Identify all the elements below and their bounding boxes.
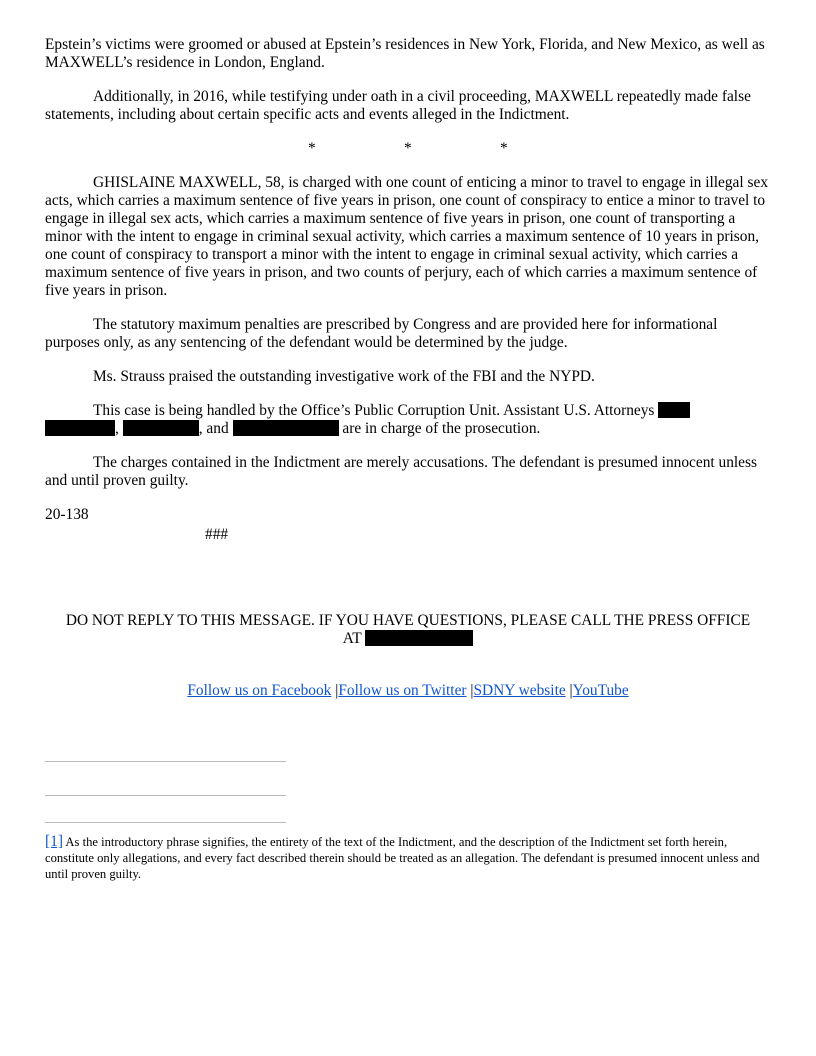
section-separator [45, 140, 773, 158]
paragraph-perjury: Additionally, in 2016, while testifying under oath in a civil proceeding, MAXWELL repeatedly made false statements, including about certain specific acts and events alleged in the Indictment. [45, 88, 751, 123]
redaction-box [233, 420, 339, 436]
separator-star: * [500, 140, 508, 157]
paragraph-prosecutors [45, 402, 773, 438]
notice-at: AT [342, 630, 362, 647]
twitter-link[interactable]: Follow us on Twitter [338, 682, 467, 699]
horizontal-rule [45, 795, 286, 796]
footnote [45, 834, 773, 882]
paragraph-presumption: The charges contained in the Indictment are merely accusations. The defendant is presumed innocent unless and until proven guilty. [45, 454, 757, 489]
link-divider: | [470, 682, 474, 699]
redaction-box [658, 402, 690, 418]
prosecutors-end: are in charge of the prosecution. [342, 420, 541, 437]
press-release-body [45, 36, 773, 544]
link-divider: | [335, 682, 339, 699]
horizontal-rule [45, 822, 286, 823]
facebook-link[interactable]: Follow us on Facebook [187, 682, 332, 699]
youtube-link[interactable]: YouTube [572, 682, 629, 699]
prosecutors-comma: , [115, 420, 119, 437]
sdny-website-link[interactable]: SDNY website [473, 682, 566, 699]
social-links [45, 682, 771, 700]
redaction-box [45, 420, 115, 436]
paragraph-praise: Ms. Strauss praised the outstanding investigative work of the FBI and the NYPD. [93, 368, 595, 385]
redaction-box [123, 420, 199, 436]
redaction-box [365, 630, 473, 646]
prosecutors-intro: This case is being handled by the Office’s Public Corruption Unit. Assistant U.S. Attorneys [93, 402, 655, 419]
notice-line-1: DO NOT REPLY TO THIS MESSAGE. IF YOU HAVE QUESTIONS, PLEASE CALL THE PRESS OFFICE [65, 612, 751, 629]
paragraph-charges: GHISLAINE MAXWELL, 58, is charged with one count of enticing a minor to travel to engage in illegal sex acts, which carries a maximum sentence of five years in prison, one count of conspiracy to entice a minor to travel to engage in illegal sex acts, which carries a maximum sentence of five years in prison, one count of transporting a minor with the intent to engage in criminal sexual activity, which carries a maximum sentence of 10 years in prison, one count of conspiracy to transport a minor with the intent to engage in criminal sexual activity, which carries a maximum sentence of five years in prison, and two counts of perjury, each of which carries a maximum sentence of five years in prison. [45, 174, 769, 299]
press-office-notice [45, 612, 771, 648]
paragraph-penalties: The statutory maximum penalties are prescribed by Congress and are provided here for informational purposes only, as any sentencing of the defendant would be determined by the judge. [45, 316, 718, 351]
link-divider: | [569, 682, 573, 699]
end-mark: ### [205, 526, 229, 543]
separator-star: * [404, 140, 412, 157]
release-number: 20-138 [45, 506, 89, 523]
footnote-marker-link[interactable]: [1] [45, 833, 63, 850]
prosecutors-and: , and [198, 420, 229, 437]
paragraph-victims: Epstein’s victims were groomed or abused at Epstein’s residences in New York, Florida, and New Mexico, as well as MAXWELL’s residence in London, England. [45, 36, 765, 71]
notice-line-2 [45, 630, 771, 648]
footnote-text: As the introductory phrase signifies, the entirety of the text of the Indictment, and the description of the Indictment set forth herein, constitute only allegations, and every fact described therein should be treated as an allegation. The defendant is presumed innocent unless and until proven guilty. [45, 835, 760, 881]
separator-star: * [308, 140, 316, 157]
horizontal-rule [45, 761, 286, 762]
